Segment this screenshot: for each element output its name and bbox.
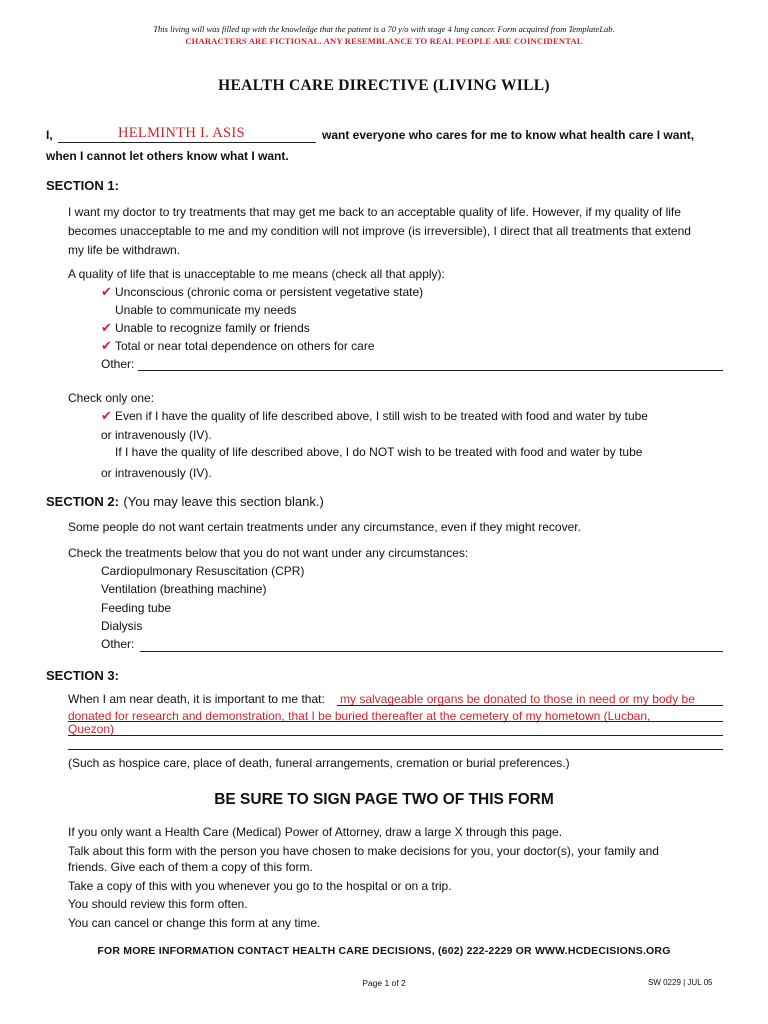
section3-answer-line3[interactable]: Quezon) [68,722,115,736]
section1-para-line: my life be withdrawn. [68,243,181,257]
section3-answer-line2[interactable]: donated for research and demonstration, that I be buried thereafter at the cemetery of my hometown (Lucban, [68,709,651,723]
quality-item-dependence: Total or near total dependence on others for care [115,339,375,353]
intro-line2: when I cannot let others know what I want. [46,149,289,163]
patient-name[interactable]: HELMINTH I. ASIS [118,125,245,141]
filled-note: This living will was filled up with the knowledge that the patient is a 70 y/o with stage 4 lung cancer. Form acquired from TemplateLab. [153,24,615,34]
instruction-line: Talk about this form with the person you have chosen to make decisions for you, your doctor(s), your family and [68,844,659,858]
treatment-cpr: Cardiopulmonary Resuscitation (CPR) [101,564,305,578]
answer-line [68,721,723,722]
check-only-one: Check only one: [68,391,155,405]
section2-para: Some people do not want certain treatments under any circumstance, even if they might recover. [68,520,581,534]
instruction-line: Take a copy of this with you whenever you go to the hospital or on a trip. [68,879,452,893]
intro-prefix: I, [46,128,53,142]
option-no-treat-line2: or intravenously (IV). [101,466,212,480]
document-title: HEALTH CARE DIRECTIVE (LIVING WILL) [218,77,550,94]
option-treat-line2: or intravenously (IV). [101,428,212,442]
other-line[interactable] [138,370,723,371]
section3-heading: SECTION 3: [46,668,119,683]
section2-check-intro: Check the treatments below that you do not want under any circumstances: [68,546,469,560]
section2-heading: SECTION 2: [46,494,119,509]
answer-line [68,735,723,736]
checkmark-icon[interactable]: ✔ [101,408,112,423]
fictional-disclaimer: CHARACTERS ARE FICTIONAL. ANY RESEMBLANCE TO REAL PEOPLE ARE COINCIDENTAL [185,36,583,46]
answer-line [68,749,723,750]
instruction-line: If you only want a Health Care (Medical) Power of Attorney, draw a large X through this page. [68,825,563,839]
quality-item-unconscious: Unconscious (chronic coma or persistent vegetative state) [115,285,424,299]
option-treat-line1: Even if I have the quality of life described above, I still wish to be treated with food and water by tube [115,409,648,423]
checkmark-icon[interactable]: ✔ [101,320,112,335]
quality-item-communicate: Unable to communicate my needs [115,303,297,317]
answer-line [337,705,723,706]
sign-banner: BE SURE TO SIGN PAGE TWO OF THIS FORM [214,791,554,808]
section3-prefix: When I am near death, it is important to me that: [68,692,325,706]
page-number: Page 1 of 2 [362,978,406,988]
section1-para-line: becomes unacceptable to me and my condition will not improve (is irreversible), I direct that all treatments that extend [68,224,691,238]
section3-hint: (Such as hospice care, place of death, funeral arrangements, cremation or burial preferences.) [68,756,570,770]
quality-intro: A quality of life that is unacceptable to me means (check all that apply): [68,267,445,281]
footer-contact: FOR MORE INFORMATION CONTACT HEALTH CARE DECISIONS, (602) 222-2229 OR WWW.HCDECISIONS.ORG [97,945,671,957]
section2-note: (You may leave this section blank.) [123,494,324,509]
instruction-line: You can cancel or change this form at any time. [68,916,321,930]
name-line [58,142,316,143]
instruction-line: You should review this form often. [68,897,248,911]
checkmark-icon[interactable]: ✔ [101,284,112,299]
treatment-ventilation: Ventilation (breathing machine) [101,582,267,596]
form-code: SW 0229 | JUL 05 [648,978,713,987]
intro-suffix: want everyone who cares for me to know what health care I want, [322,128,695,142]
instruction-line: friends. Give each of them a copy of this form. [68,860,313,874]
checkmark-icon[interactable]: ✔ [101,338,112,353]
section3-answer-line1[interactable]: my salvageable organs be donated to those in need or my body be [340,692,695,706]
treatment-dialysis: Dialysis [101,619,143,633]
section1-heading: SECTION 1: [46,178,119,193]
treatment-feeding-tube: Feeding tube [101,601,172,615]
option-no-treat-line1: If I have the quality of life described above, I do NOT wish to be treated with food and water by tube [115,445,643,459]
other-label: Other: [101,357,135,371]
section2-other-label: Other: [101,637,135,651]
section2-heading-row [46,493,324,511]
section2-other-line[interactable] [140,651,723,652]
quality-item-recognize: Unable to recognize family or friends [115,321,310,335]
section1-para-line: I want my doctor to try treatments that may get me back to an acceptable quality of life. However, if my quality of life [68,205,681,219]
